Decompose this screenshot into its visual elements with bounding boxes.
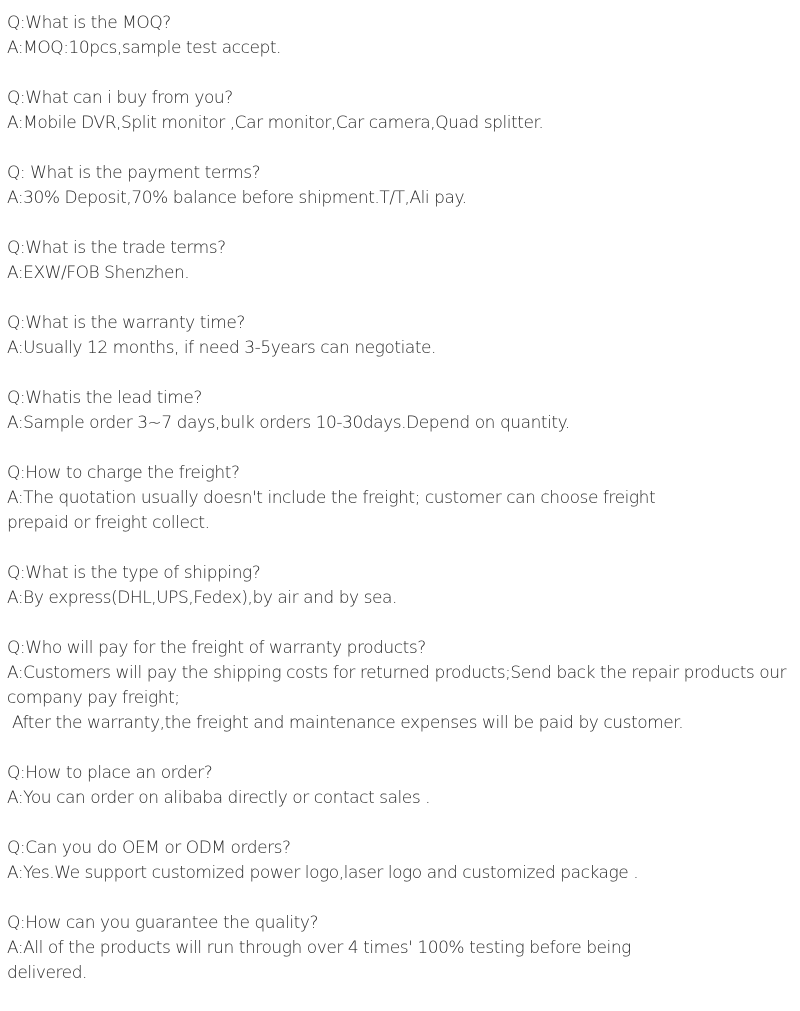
faq-answer: A:You can order on alibaba directly or contact sales . xyxy=(7,788,431,808)
faq-answer: A:All of the products will run through over 4 times' 100% testing before being xyxy=(7,938,631,958)
faq-answer: A:The quotation usually doesn't include the freight; customer can choose freight xyxy=(7,488,656,508)
faq-answer-continued: After the warranty,the freight and maintenance expenses will be paid by customer. xyxy=(7,713,684,733)
faq-question: Q:What can i buy from you? xyxy=(7,88,233,108)
faq-question: Q:Who will pay for the freight of warranty products? xyxy=(7,638,426,658)
faq-answer: A:Usually 12 months, if need 3-5years can negotiate. xyxy=(7,338,437,358)
faq-question: Q: What is the payment terms? xyxy=(7,163,261,183)
faq-item-lead-time xyxy=(7,386,793,436)
faq-question: Q:What is the type of shipping? xyxy=(7,563,261,583)
faq-answer: A:Customers will pay the shipping costs for returned products;Send back the repair products our xyxy=(7,663,787,683)
faq-item-warranty-freight xyxy=(7,636,793,736)
faq-item-moq xyxy=(7,11,793,61)
faq-item-place-order xyxy=(7,761,793,811)
faq-answer: A:Sample order 3~7 days,bulk orders 10-30days.Depend on quantity. xyxy=(7,413,570,433)
faq-answer: A:By express(DHL,UPS,Fedex),by air and by sea. xyxy=(7,588,397,608)
faq-item-warranty xyxy=(7,311,793,361)
faq-answer: A:Yes.We support customized power logo,laser logo and customized package . xyxy=(7,863,639,883)
faq-question: Q:What is the trade terms? xyxy=(7,238,226,258)
faq-answer: A:EXW/FOB Shenzhen. xyxy=(7,263,190,283)
faq-item-oem-odm xyxy=(7,836,793,886)
faq-answer-continued: delivered. xyxy=(7,963,87,983)
faq-answer: A:Mobile DVR,Split monitor ,Car monitor,Car camera,Quad splitter. xyxy=(7,113,544,133)
faq-answer-continued: prepaid or freight collect. xyxy=(7,513,210,533)
faq-list xyxy=(7,11,793,1011)
faq-question: Q:Can you do OEM or ODM orders? xyxy=(7,838,291,858)
faq-question: Q:What is the warranty time? xyxy=(7,313,245,333)
faq-item-payment xyxy=(7,161,793,211)
faq-answer-continued: company pay freight; xyxy=(7,688,180,708)
faq-question: Q:How to place an order? xyxy=(7,763,213,783)
faq-answer: A:MOQ:10pcs,sample test accept. xyxy=(7,38,281,58)
faq-question: Q:How can you guarantee the quality? xyxy=(7,913,319,933)
faq-item-trade-terms xyxy=(7,236,793,286)
faq-item-products xyxy=(7,86,793,136)
faq-question: Q:Whatis the lead time? xyxy=(7,388,202,408)
faq-answer: A:30% Deposit,70% balance before shipment.T/T,Ali pay. xyxy=(7,188,467,208)
faq-question: Q:What is the MOQ? xyxy=(7,13,171,33)
faq-item-freight-charge xyxy=(7,461,793,536)
faq-question: Q:How to charge the freight? xyxy=(7,463,240,483)
faq-item-quality xyxy=(7,911,793,986)
faq-item-shipping-type xyxy=(7,561,793,611)
